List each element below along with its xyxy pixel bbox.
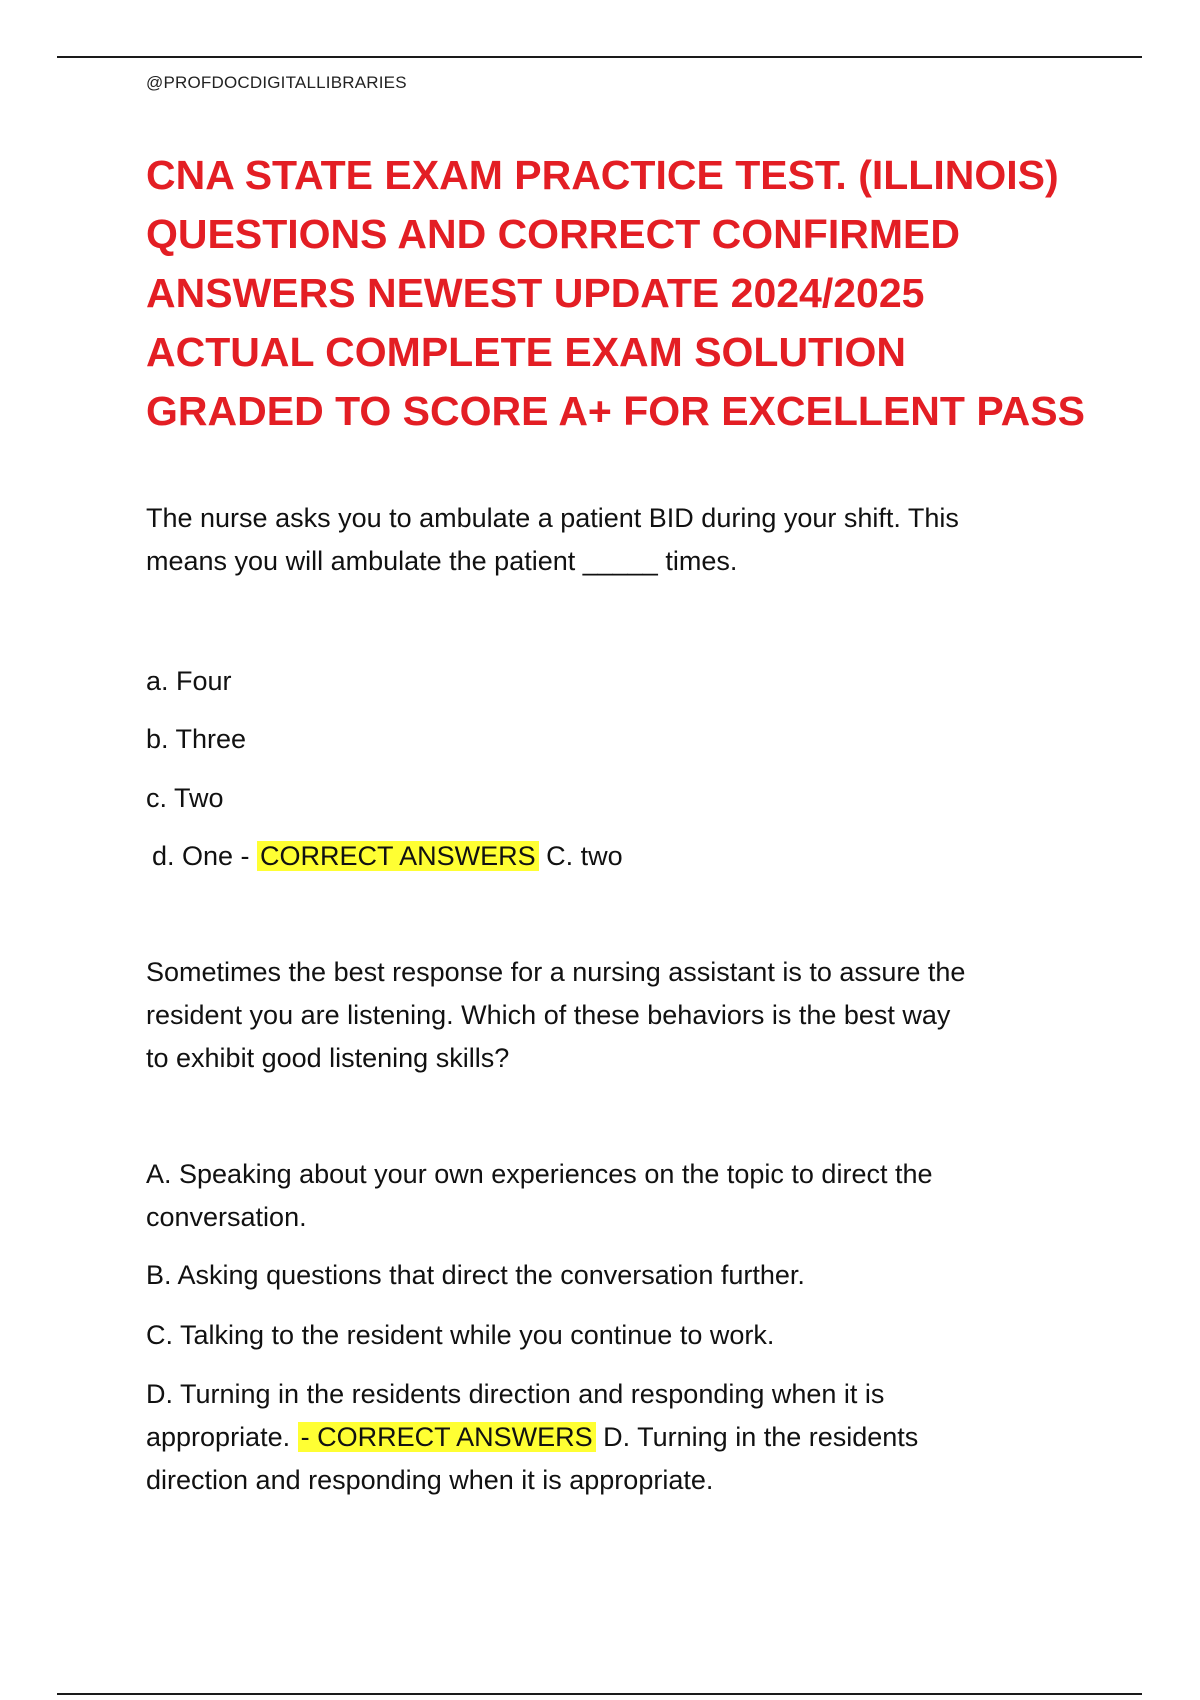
question-2-option-d [146, 1373, 1046, 1502]
question-2-line: Sometimes the best response for a nursing assistant is to assure the [146, 957, 966, 987]
correct-answer-text: direction and responding when it is appropriate. [146, 1465, 714, 1495]
question-1-option-a: a. Four [146, 666, 232, 696]
correct-answer-highlight: - CORRECT ANSWERS [298, 1422, 596, 1452]
option-d-text: d. One - [152, 841, 258, 871]
title-line: ANSWERS NEWEST UPDATE 2024/2025 [146, 270, 925, 316]
question-1-option-c: c. Two [146, 783, 224, 813]
question-2-option-a [146, 1153, 1046, 1239]
correct-answer-text: D. Turning in the residents [595, 1422, 919, 1452]
question-2 [146, 951, 1046, 1080]
option-a-line: conversation. [146, 1202, 307, 1232]
top-rule [57, 56, 1142, 58]
question-2-line: resident you are listening. Which of these behaviors is the best way [146, 1000, 951, 1030]
title-line: QUESTIONS AND CORRECT CONFIRMED [146, 211, 960, 257]
header-watermark: @PROFDOCDIGITALLIBRARIES [146, 73, 407, 92]
question-2-option-c: C. Talking to the resident while you continue to work. [146, 1320, 775, 1350]
question-2-option-b: B. Asking questions that direct the conversation further. [146, 1260, 805, 1290]
option-d-text: appropriate. [146, 1422, 298, 1452]
question-1-option-b: b. Three [146, 724, 247, 754]
question-1-option-d [152, 835, 623, 878]
document-title [146, 146, 1085, 441]
option-d-line [146, 1416, 1046, 1459]
title-line: ACTUAL COMPLETE EXAM SOLUTION [146, 329, 907, 375]
title-line: CNA STATE EXAM PRACTICE TEST. (ILLINOIS) [146, 152, 1059, 198]
bottom-rule [57, 1693, 1142, 1695]
title-line: GRADED TO SCORE A+ FOR EXCELLENT PASS [146, 388, 1085, 434]
correct-answer-highlight: CORRECT ANSWERS [257, 841, 539, 871]
question-1 [146, 497, 1046, 583]
question-2-line: to exhibit good listening skills? [146, 1043, 510, 1073]
correct-answer-text: C. two [538, 841, 623, 871]
option-a-line: A. Speaking about your own experiences on the topic to direct the [146, 1159, 933, 1189]
question-1-line: The nurse asks you to ambulate a patient BID during your shift. This [146, 503, 959, 533]
question-1-line: means you will ambulate the patient _____ times. [146, 546, 738, 576]
option-d-line: D. Turning in the residents direction and responding when it is [146, 1379, 885, 1409]
